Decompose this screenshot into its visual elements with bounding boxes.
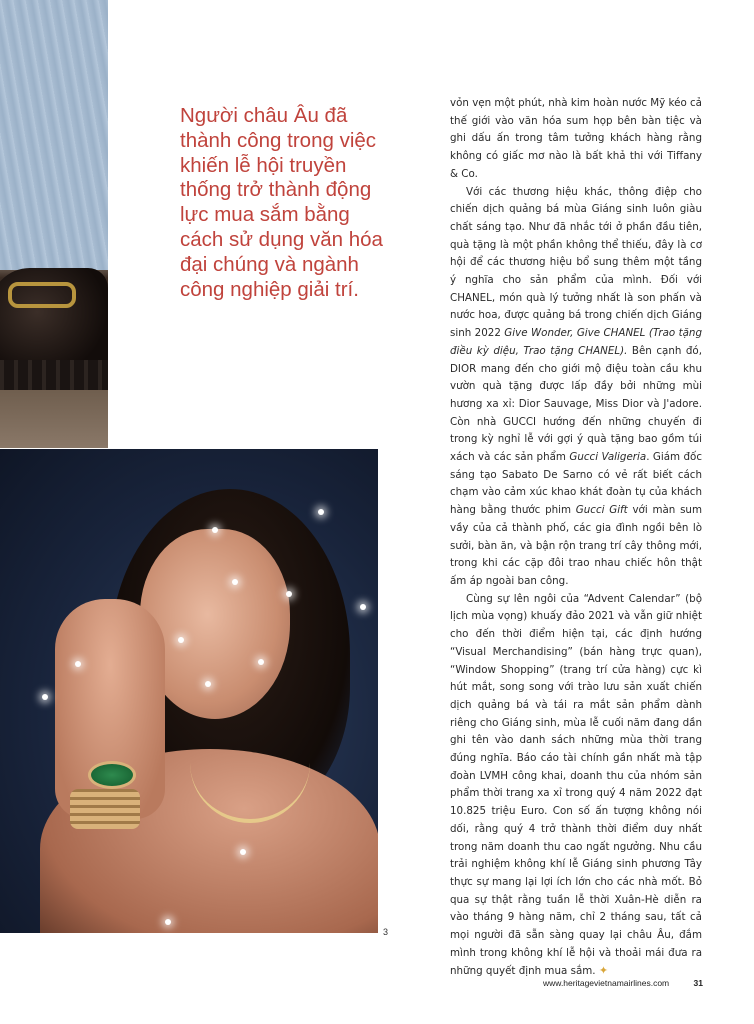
jewelry-model-photo [0,449,378,933]
sparkle-icon [360,604,366,610]
sparkle-icon [75,661,81,667]
sparkle-icon [178,637,184,643]
pull-quote: Người châu Âu đã thành công trong việc khiến lễ hội truyền thống trở thành động lực mua sắm bằng cách sử dụng văn hóa đại chúng và ngành công nghiệp giải trí. [180,104,383,301]
sparkle-icon [240,849,246,855]
denim-detail [0,0,108,270]
sparkle-icon [165,919,171,925]
paragraph-2 [450,184,702,591]
lug-sole [0,360,108,390]
loafer-photo [0,0,108,448]
sparkle-icon [212,527,218,533]
paragraph-2-text-c: . Giám đốc sáng tạo Sabato De Sarno có vẻ rất biết cách chạm vào cảm xúc khao khát đoàn tụ của khách hàng bằng thước phim [450,451,702,517]
sparkle-icon [42,694,48,700]
paragraph-2-text-b: Bên cạnh đó, DIOR mang đến cho giới mộ điệu toàn cầu khu vườn quà tặng được lấp đầy bởi những mùi hương xa xỉ: Dior Sauvage, Miss Dior và J'adore. Còn nhà GUCCI hướng đến những chuyến đi trong kỳ nghỉ lễ với gợi ý quà tặng bao gồm túi xách và các sản phẩm [450,344,702,464]
paragraph-3 [450,591,702,981]
end-mark-icon: ✦ [598,964,609,978]
sparkle-icon [318,509,324,515]
gucci-gift-film-name: Gucci Gift [575,504,628,517]
sparkle-icon [258,659,264,665]
horsebit-buckle [8,282,76,308]
gucci-valigeria-name: Gucci Valigeria [569,451,647,464]
watch-emerald-face [88,761,136,789]
paragraph-2-text-a: Với các thương hiệu khác, thông điệp cho chiến dịch quảng bá mùa Giáng sinh luôn giàu chất sáng tạo. Như đã nhắc tới ở phần đầu tiên, quà tặng là một phần không thể thiếu, đây là cơ hội để các thương hiệu bổ sung thêm một tầng ý nghĩa cho sản phẩm của mình. Đối với CHANEL, món quà lý tưởng nhất là son phấn và nước hoa, được quảng bá trong chiến dịch Giáng sinh 2022 [450,185,702,340]
photo-caption-number: 3 [383,927,389,937]
sparkle-icon [205,681,211,687]
footer-website: www.heritagevietnamairlines.com [543,978,670,988]
paragraph-3-text: Cùng sự lên ngôi của “Advent Calendar” (bộ lịch mùa vọng) khuấy đảo 2021 và vẫn giữ nhiệt cho đến thời điểm hiện tại, các định hướng “Visual Merchandising” (bán hàng trực quan), “Window Shopping” (trang trí cửa hàng) cực kì hút mắt, song song với trào lưu sản xuất chiến dịch quảng bá và tái ra mắt sản phẩm dành riêng cho Giáng sinh, mùa lễ cuối năm đang dần ghi tên vào danh sách những mùa thời trang đúng nghĩa. Báo cáo tài chính gần nhất mà tập đoàn LVMH công khai, doanh thu của nhóm sản phẩm thời trang xa xỉ trong quý 4 năm 2022 đạt 10.825 triệu Euro. Con số ấn tượng không nói dối, rằng quý 4 trở thành thời điểm duy nhất trong năm doanh thu cao ngất ngưởng. Nhu cầu trải nghiệm không khí lễ Giáng sinh phương Tây thực sự mang lại lợi ích lớn cho các nhà mốt. Bỏ qua sự thật rằng tuần lễ thời Xuân-Hè diễn ra vào tháng 9 hàng năm, chỉ 2 tháng sau, tất cả mọi người đã sẵn sàng quay lại châu Âu, đắm mình trong không khí lễ hội và thoải mái đưa ra những quyết định mua sắm. [450,592,702,978]
page-number: 31 [693,978,703,988]
chanel-campaign-title: Give Wonder, Give CHANEL (Trao tặng điều kỳ diệu, Trao tặng CHANEL). [450,327,702,357]
article-body [450,95,702,981]
paragraph-1: vỏn vẹn một phút, nhà kim hoàn nước Mỹ kéo cả thế giới vào văn hóa sum họp bên bàn tiệc và ghi dấu ấn trong tâm tưởng khách hàng rằng không có giấc mơ nào là bất khả thi với Tiffany & Co. [450,97,702,180]
serpent-bracelet [70,789,140,829]
paragraph-2-text-d: với màn sum vầy của cả thành phố, các gia đình ngồi bên lò sưởi, bàn ăn, và bận rộn trang trí cây thông mới, trong khi các cặp đôi trao nhau chiếc hôn thật ấm áp ngoài ban công. [450,504,702,587]
sparkle-icon [286,591,292,597]
sparkle-icon [232,579,238,585]
page-footer [543,978,703,988]
